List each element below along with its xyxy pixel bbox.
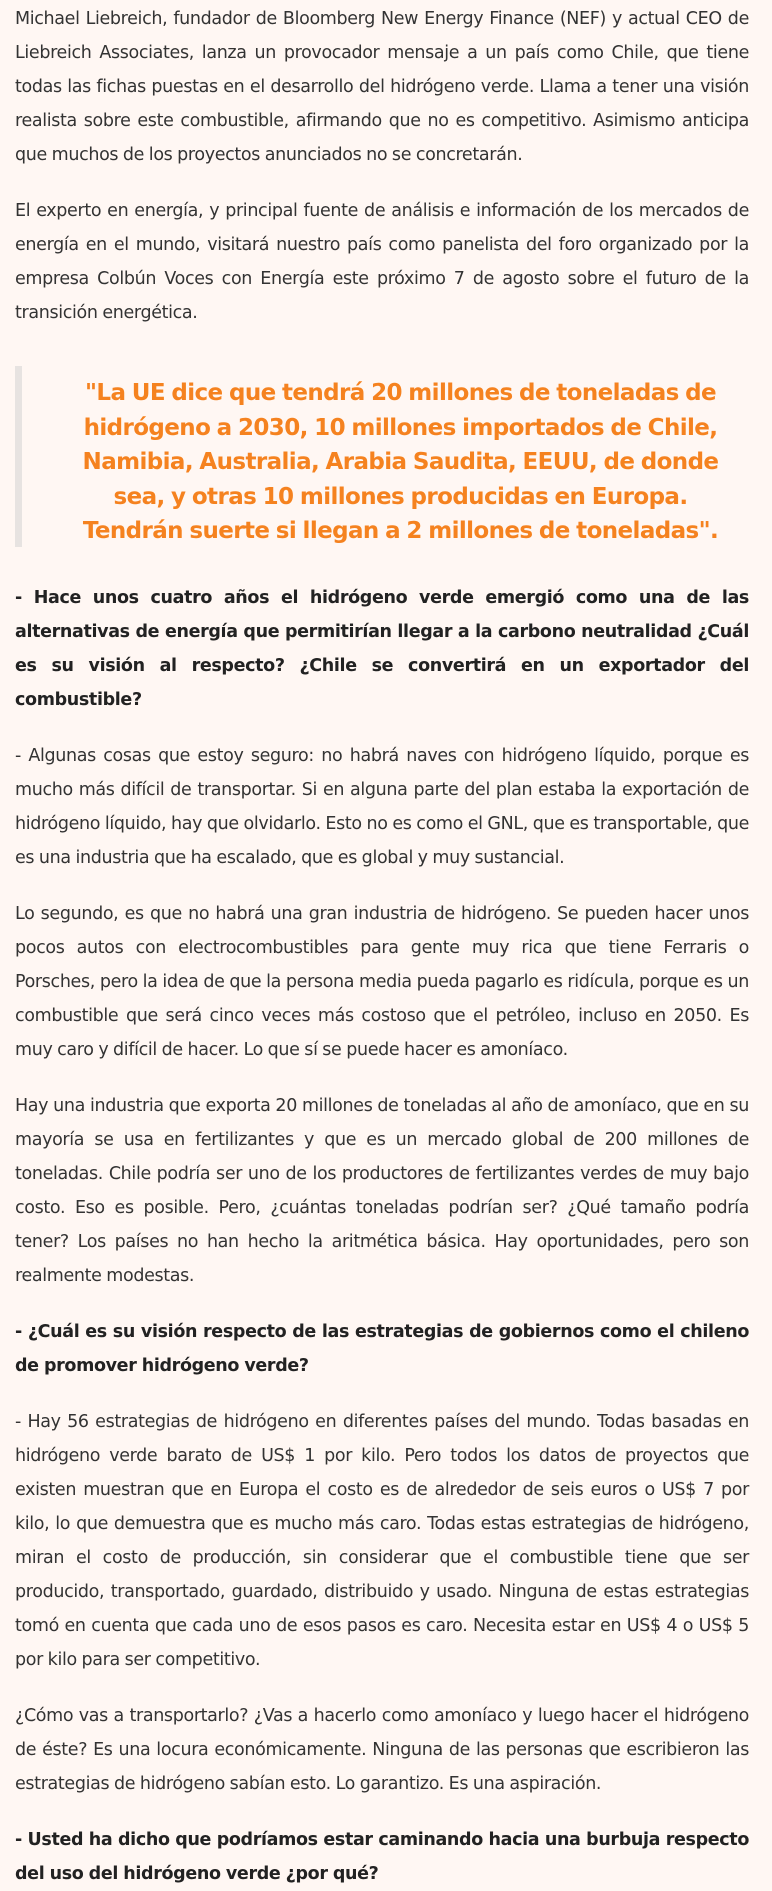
interview-question-1: - Hace unos cuatro años el hidrógeno verde emergió como una de las alternativas de energía que permitirían llegar a la carbono neutralidad ¿Cuál es su visión al respecto? ¿Chile se convertirá en un exportador del combustible? bbox=[15, 588, 749, 710]
pull-quote bbox=[15, 366, 749, 547]
answer-paragraph-1: - Algunas cosas que estoy seguro: no habrá naves con hidrógeno líquido, porque es mucho más difícil de transportar. Si en alguna parte del plan estaba la exportación de hidrógeno líquido, hay que olvidarlo. Esto no es como el GNL, que es transportable, que es una industria que ha escalado, que es global y muy sustancial. bbox=[15, 746, 749, 868]
pull-quote-text: "La UE dice que tendrá 20 millones de toneladas de hidrógeno a 2030, 10 millones importados de Chile, Namibia, Australia, Arabia Saudita, EEUU, de donde sea, y otras 10 millones producidas en Europa. Tendrán suerte si llegan a 2 millones de toneladas". bbox=[82, 380, 719, 544]
answer-paragraph-3: Hay una industria que exporta 20 millones de toneladas al año de amoníaco, que en su mayoría se usa en fertilizantes y que es un mercado global de 200 millones de toneladas. Chile podría ser uno de los productores de fertilizantes verdes de muy bajo costo. Eso es posible. Pero, ¿cuántas toneladas podrían ser? ¿Qué tamaño podría tener? Los países no han hecho la aritmética básica. Hay oportunidades, pero son realmente modestas. bbox=[15, 1096, 749, 1286]
article-body bbox=[0, 2, 772, 1891]
answer-paragraph-2: Lo segundo, es que no habrá una gran industria de hidrógeno. Se pueden hacer unos pocos autos con electrocombustibles para gente muy rica que tiene Ferraris o Porsches, pero la idea de que la persona media pueda pagarlo es ridícula, porque es un combustible que será cinco veces más costoso que el petróleo, incluso en 2050. Es muy caro y difícil de hacer. Lo que sí se puede hacer es amoníaco. bbox=[15, 904, 749, 1060]
answer-paragraph-4: - Hay 56 estrategias de hidrógeno en diferentes países del mundo. Todas basadas en hidrógeno verde barato de US$ 1 por kilo. Pero todos los datos de proyectos que existen muestran que en Europa el costo es de alrededor de seis euros o US$ 7 por kilo, lo que demuestra que es mucho más caro. Todas estas estrategias de hidrógeno, miran el costo de producción, sin considerar que el combustible tiene que ser producido, transportado, guardado, distribuido y usado. Ninguna de estas estrategias tomó en cuenta que cada uno de esos pasos es caro. Necesita estar en US$ 4 o US$ 5 por kilo para ser competitivo. bbox=[15, 1412, 749, 1670]
interview-question-2: - ¿Cuál es su visión respecto de las estrategias de gobiernos como el chileno de promover hidrógeno verde? bbox=[15, 1322, 749, 1376]
answer-paragraph-5: ¿Cómo vas a transportarlo? ¿Vas a hacerlo como amoníaco y luego hacer el hidrógeno de éste? Es una locura económicamente. Ninguna de las personas que escribieron las estrategias de hidrógeno sabían esto. Lo garantizo. Es una aspiración. bbox=[15, 1706, 749, 1794]
context-paragraph: El experto en energía, y principal fuente de análisis e información de los mercados de energía en el mundo, visitará nuestro país como panelista del foro organizado por la empresa Colbún Voces con Energía este próximo 7 de agosto sobre el futuro de la transición energética. bbox=[15, 201, 749, 323]
interview-question-3: - Usted ha dicho que podríamos estar caminando hacia una burbuja respecto del uso del hidrógeno verde ¿por qué? bbox=[15, 1830, 749, 1884]
intro-paragraph: Michael Liebreich, fundador de Bloomberg New Energy Finance (NEF) y actual CEO de Liebreich Associates, lanza un provocador mensaje a un país como Chile, que tiene todas las fichas puestas en el desarrollo del hidrógeno verde. Llama a tener una visión realista sobre este combustible, afirmando que no es competitivo. Asimismo anticipa que muchos de los proyectos anunciados no se concretarán. bbox=[15, 9, 749, 165]
